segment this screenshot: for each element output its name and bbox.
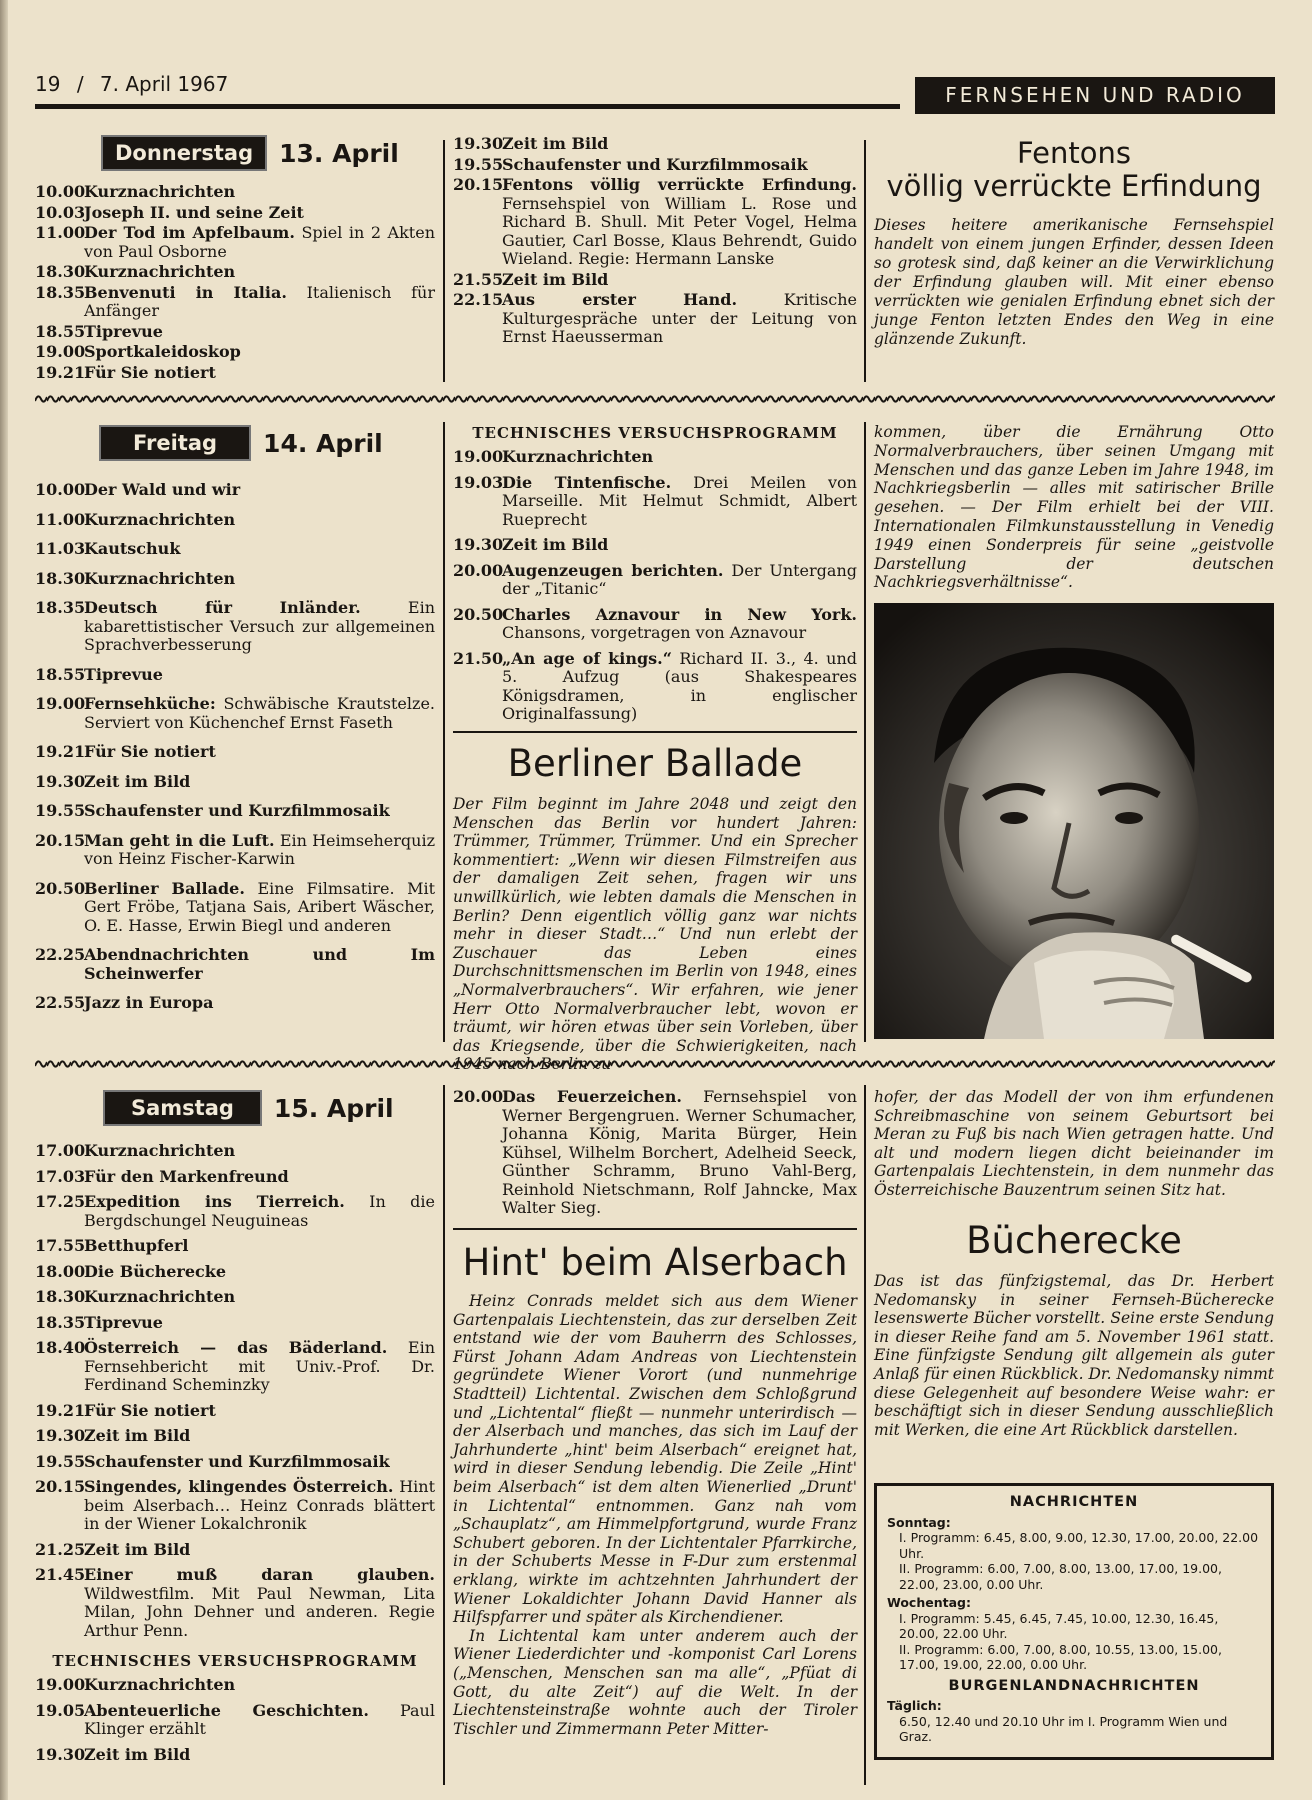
program-title: „An age of kings.“ xyxy=(502,648,672,668)
saturday-tech-program-list xyxy=(35,1676,435,1764)
program-entry xyxy=(35,364,435,383)
section-title: FERNSEHEN UND RADIO xyxy=(915,77,1275,114)
program-entry xyxy=(35,743,435,762)
program-title: Kurznachrichten xyxy=(84,568,236,588)
program-body xyxy=(502,650,857,724)
program-entry xyxy=(35,832,435,869)
program-body xyxy=(84,323,435,342)
program-time: 22.15 xyxy=(453,290,504,309)
news-sunday-label: Sonntag: xyxy=(887,1514,951,1530)
thursday-program-list xyxy=(35,183,435,382)
program-title: Man geht in die Luft. xyxy=(84,830,275,850)
program-description: Der Untergang der „Titanic“ xyxy=(502,560,858,598)
program-time: 20.15 xyxy=(35,830,86,850)
program-time: 19.55 xyxy=(453,154,504,174)
program-entry xyxy=(35,263,435,282)
program-entry xyxy=(35,204,435,223)
day-date: 15. April xyxy=(273,1093,394,1123)
program-title: Benvenuti in Italia. xyxy=(84,282,287,302)
hint-paragraph-2: In Lichtental kam unter anderem auch der Wiener Liederdichter und -komponist Carl Lorens („Menschen, Menschen san ma alle“, „Pfüat di Gott, du alte Zeit“) auf die Welt. In der Liechtensteinstraße wohnte auch der Tiroler Tischler und Zimmermann Peter Mitter- xyxy=(453,1626,857,1738)
program-entry xyxy=(453,176,857,269)
program-body xyxy=(84,1193,435,1230)
column-rule xyxy=(864,140,866,382)
tech-program-heading: TECHNISCHES VERSUCHSPROGRAMM xyxy=(472,424,838,442)
program-entry xyxy=(453,606,857,643)
hint-headline: Hint' beim Alserbach xyxy=(462,1240,848,1284)
program-description: Paul Klinger erzählt xyxy=(84,1700,435,1738)
fentons-headline-2: völlig verrückte Erfindung xyxy=(886,169,1262,204)
program-body xyxy=(84,880,435,936)
program-title: Der Wald und wir xyxy=(84,480,241,499)
program-title: Die Tintenfische. xyxy=(502,472,672,492)
program-title: Zeit im Bild xyxy=(84,1539,191,1559)
program-body xyxy=(84,224,435,261)
program-title: Zeit im Bild xyxy=(84,1426,191,1445)
program-time: 17.55 xyxy=(35,1236,86,1255)
program-entry xyxy=(35,880,435,936)
program-body xyxy=(502,271,857,290)
program-title: Einer muß daran glauben. xyxy=(84,1565,435,1584)
program-time: 18.30 xyxy=(35,568,86,588)
program-title: Kautschuk xyxy=(84,539,181,558)
program-title: Tiprevue xyxy=(84,321,163,341)
issue-date: 7. April 1967 xyxy=(99,72,229,96)
program-entry xyxy=(35,1142,435,1161)
day-date: 13. April xyxy=(279,138,399,168)
program-body xyxy=(84,1566,435,1640)
program-body xyxy=(84,1676,435,1695)
saturday-column xyxy=(35,1092,435,1771)
program-entry xyxy=(35,1478,435,1534)
fentons-headline-1: Fentons xyxy=(1017,136,1131,170)
program-entry xyxy=(35,802,435,821)
program-time: 19.30 xyxy=(453,535,504,554)
news-sunday-line-1: I. Programm: 6.45, 8.00, 9.00, 12.30, 17.00, 20.00, 22.00 Uhr. xyxy=(899,1530,1259,1561)
program-entry xyxy=(453,536,857,555)
portrait-photo xyxy=(874,603,1274,1039)
program-title: Für den Markenfreund xyxy=(84,1166,289,1186)
program-entry xyxy=(35,343,435,362)
friday-column xyxy=(35,427,435,1024)
program-time: 18.55 xyxy=(35,664,86,684)
program-title: Betthupferl xyxy=(84,1236,189,1255)
program-description: Ein kabarettistischer Versuch zur allgemeinen Sprachverbesserung xyxy=(84,598,435,654)
program-title: Joseph II. und seine Zeit xyxy=(84,202,304,222)
program-time: 18.00 xyxy=(35,1261,86,1281)
program-description: Wildwestfilm. Mit Paul Newman, Lita Milan, John Dehner und anderen. Regie Arthur Penn. xyxy=(84,1583,435,1640)
program-entry xyxy=(35,1193,435,1230)
program-body xyxy=(84,284,435,321)
program-title: Berliner Ballade. xyxy=(84,878,245,898)
thursday-day-header xyxy=(103,137,435,169)
column-rule xyxy=(443,422,445,1042)
program-body xyxy=(84,263,435,282)
program-time: 18.30 xyxy=(35,1287,86,1306)
program-body xyxy=(84,570,435,589)
program-title: Kurznachrichten xyxy=(84,1287,236,1306)
program-time: 20.00 xyxy=(453,560,504,580)
program-entry xyxy=(35,1427,435,1446)
news-weekday-line-1: I. Programm: 5.45, 6.45, 7.45, 10.00, 12.30, 16.45, 20.00, 22.00 Uhr. xyxy=(899,1610,1219,1641)
wave-divider-1 xyxy=(35,392,1275,406)
program-time: 11.00 xyxy=(35,509,86,529)
program-description: Italienisch für Anfänger xyxy=(84,282,435,320)
program-description: Drei Meilen von Marseille. Mit Helmut Schmidt, Albert Rueprecht xyxy=(502,472,857,529)
program-body xyxy=(84,1427,435,1446)
program-body xyxy=(84,343,435,362)
program-title: Singendes, klingendes Österreich. xyxy=(84,1477,394,1496)
program-body xyxy=(502,536,857,555)
program-title: Zeit im Bild xyxy=(502,535,609,554)
program-body xyxy=(84,695,435,732)
program-body xyxy=(502,291,857,347)
page-header-left xyxy=(35,72,228,96)
program-time: 21.50 xyxy=(453,648,504,668)
saturday-mid-column xyxy=(453,1088,857,1738)
program-time: 22.55 xyxy=(35,993,86,1012)
day-date: 14. April xyxy=(263,428,383,458)
hint-paragraph-1: Heinz Conrads meldet sich aus dem Wiener Gartenpalais Liechtenstein, das zur derselben Zeit entstand wie der vom Bauherrn des Schlosses, Fürst Johann Adam Andreas von Liechtenstein gegründete Wiener Vorort (und nunmehrige Stadtteil) Lichtental. Zwischen dem Schloßgrund und „Lichtental“ fließt — nunmehr unterirdisch — der Alserbach und manches, das sich im Lauf der Jahrhunderte „hint' beim Alserbach“ ereignet hat, wird in dieser Sendung lebendig. Die Zeile „Hint' beim Alserbach“ ist dem alten Wienerlied „Drunt' in Lichtental“ entnommen. Ganz nah vom „Schauplatz“, am Himmelpfortgrund, wurde Franz Schubert geboren. In der Lichtentaler Pfarrkirche, in der Schuberts Messe in F-Dur zum erstenmal erklang, wirkte im achtzehnten Jahrhundert der Wiener Lokaldichter Johann David Hanner als Hilfspfarrer und später als Kirchendiener. xyxy=(453,1292,857,1627)
berliner-article-cont xyxy=(874,423,1274,592)
berliner-text-cont: kommen, über die Ernährung Otto Normalverbrauchers, über seinen Umgang mit Menschen und das ganze Leben im Jahre 1948, im Nachkriegsberlin — alles mit satirischer Brille gesehen. — Der Film erhielt bei der VIII. Internationalen Filmkunstausstellung in Venedig 1949 einen Sonderpreis für seine „geistvolle Darstellung der deutschen Nachkriegsverhältnisse“. xyxy=(874,423,1274,592)
program-description: In die Bergdschungel Neuguineas xyxy=(84,1192,435,1230)
section-rule xyxy=(453,731,857,733)
program-time: 20.50 xyxy=(453,604,504,624)
program-time: 19.00 xyxy=(453,447,504,466)
program-body xyxy=(84,1314,435,1333)
program-body xyxy=(84,511,435,530)
program-title: Das Feuerzeichen. xyxy=(502,1087,682,1106)
program-description: Eine Filmsatire. Mit Gert Fröbe, Tatjana Sais, Aribert Wäscher, O. E. Hasse, Erwin Biegl und anderen xyxy=(84,878,435,935)
program-title: Für Sie notiert xyxy=(84,362,216,382)
program-body xyxy=(84,183,435,202)
program-entry xyxy=(453,271,857,290)
program-title: Kurznachrichten xyxy=(84,262,236,281)
program-time: 11.03 xyxy=(35,539,86,558)
program-title: Schaufenster und Kurzfilmmosaik xyxy=(502,154,808,174)
program-entry xyxy=(35,1402,435,1421)
program-time: 10.00 xyxy=(35,182,86,201)
program-description: Kritische Kulturgespräche unter der Leitung von Ernst Haeusserman xyxy=(502,290,858,346)
program-title: Deutsch für Inländer. xyxy=(84,598,361,617)
program-body xyxy=(502,448,857,467)
program-title: Jazz in Europa xyxy=(84,993,214,1012)
program-body xyxy=(84,1142,435,1161)
program-body xyxy=(84,743,435,762)
program-body xyxy=(84,802,435,821)
program-body xyxy=(84,599,435,655)
program-time: 19.21 xyxy=(35,742,86,761)
program-entry xyxy=(35,1676,435,1695)
program-title: Augenzeugen berichten. xyxy=(502,560,724,580)
news-daily-line: 6.50, 12.40 und 20.10 Uhr im I. Programm Wien und Graz. xyxy=(899,1713,1228,1744)
program-time: 19.30 xyxy=(35,1744,86,1764)
program-title: Schaufenster und Kurzfilmmosaik xyxy=(84,801,390,820)
program-time: 21.55 xyxy=(453,269,504,289)
news-weekday-line-2: II. Programm: 6.00, 7.00, 8.00, 10.55, 13.00, 15.00, 17.00, 19.00, 22.00, 0.00 Uhr. xyxy=(899,1641,1222,1672)
news-weekday-label: Wochentag: xyxy=(887,1595,971,1610)
saturday-program-list-mid xyxy=(453,1088,857,1218)
program-time: 19.21 xyxy=(35,362,86,382)
day-label: Freitag xyxy=(101,427,249,459)
program-title: Der Tod im Apfelbaum. xyxy=(84,223,295,242)
berliner-headline: Berliner Ballade xyxy=(507,741,803,785)
program-title: Zeit im Bild xyxy=(502,134,609,153)
program-time: 19.00 xyxy=(35,694,86,713)
thursday-column-cont xyxy=(453,135,857,349)
program-body xyxy=(84,204,435,223)
program-body xyxy=(84,364,435,383)
program-time: 19.30 xyxy=(35,1426,86,1445)
program-body xyxy=(502,156,857,175)
program-body xyxy=(502,606,857,643)
program-body xyxy=(84,1263,435,1282)
program-body xyxy=(84,946,435,983)
hint-text xyxy=(453,1292,857,1738)
thursday-program-list-cont xyxy=(453,135,857,347)
program-time: 18.55 xyxy=(35,321,86,341)
tech-program-heading: TECHNISCHES VERSUCHSPROGRAMM xyxy=(52,1652,418,1670)
program-title: Die Bücherecke xyxy=(84,1261,227,1281)
program-body xyxy=(84,481,435,500)
program-description: Ein Fernsehbericht mit Univ.-Prof. Dr. Ferdinand Scheminzky xyxy=(84,1338,435,1394)
program-title: Für Sie notiert xyxy=(84,742,216,761)
program-entry xyxy=(453,156,857,175)
program-description: Ein Heimseherquiz von Heinz Fischer-Karwin xyxy=(84,830,436,868)
program-time: 22.25 xyxy=(35,945,86,964)
buecher-text: Das ist das fünfzigstemal, das Dr. Herbert Nedomansky in seiner Fernseh-Bücherecke lesenswerte Bücher vorstellt. Seine erste Sendung in dieser Reihe fand am 5. November 1961 statt. Eine fünfzigste Sendung gilt allgemein als guter Anlaß für einen Rückblick. Dr. Nedomansky nimmt diese Gelegenheit auf besondere Weise wahr: er beschäftigt sich in dieser Sendung ausschließlich mit Werken, die eine Art Rückblick darstellen. xyxy=(874,1272,1274,1439)
section-rule xyxy=(453,1228,857,1230)
program-title: Aus erster Hand. xyxy=(502,290,738,309)
header-rule xyxy=(35,104,900,109)
program-body xyxy=(84,666,435,685)
program-time: 10.00 xyxy=(35,480,86,499)
program-body xyxy=(84,1168,435,1187)
program-time: 21.45 xyxy=(35,1565,86,1584)
program-title: Kurznachrichten xyxy=(84,182,236,201)
program-body xyxy=(84,773,435,792)
column-rule xyxy=(864,1085,866,1785)
column-rule xyxy=(864,422,866,1042)
program-entry xyxy=(453,448,857,467)
program-time: 20.00 xyxy=(453,1087,504,1106)
program-time: 20.15 xyxy=(453,175,504,194)
program-entry xyxy=(453,474,857,530)
berliner-text: Der Film beginnt im Jahre 2048 und zeigt den Menschen das Berlin vor hundert Jahren: Trümmer, Trümmer, Trümmer. Und ein Sprecher kommentiert: „Wenn wir diesen Filmstreifen aus der damaligen Zeit sehen, fragen wir uns unwillkürlich, wie lebten damals die Menschen in Berlin? Denn eigentlich völlig ganz war nichts mehr in dieser Stadt…“ Und nun erlebt der Zuschauer das Leben eines Durchschnittsmenschen im Berlin von 1948, eines „Normalverbrauchers“. Wir erfahren, wie jener Herr Otto Normalverbraucher lebt, wovon er träumt, wir hören etwas über sein Vorleben, über das Kriegsende, über die Schwierigkeiten, nach 1945 nach Berlin zu xyxy=(453,795,857,1074)
program-time: 19.55 xyxy=(35,1451,86,1471)
program-entry xyxy=(453,1088,857,1218)
program-time: 10.03 xyxy=(35,202,86,222)
program-time: 19.03 xyxy=(453,472,504,492)
program-title: Schaufenster und Kurzfilmmosaik xyxy=(84,1451,390,1471)
program-time: 21.25 xyxy=(35,1539,86,1559)
program-body xyxy=(84,832,435,869)
program-entry xyxy=(35,284,435,321)
program-entry xyxy=(453,650,857,724)
program-time: 18.35 xyxy=(35,1312,86,1332)
program-description: Schwäbische Krautstelze. Serviert von Küchenchef Ernst Faseth xyxy=(84,694,435,732)
program-entry xyxy=(35,323,435,342)
program-entry xyxy=(35,1541,435,1560)
program-body xyxy=(84,1237,435,1256)
portrait-illustration xyxy=(874,603,1274,1039)
program-title: Österreich — das Bäderland. xyxy=(84,1338,388,1357)
program-body xyxy=(84,1453,435,1472)
page-spine xyxy=(0,0,8,1800)
program-title: Fentons völlig verrückte Erfindung. xyxy=(502,175,857,194)
program-title: Sportkaleidoskop xyxy=(84,342,241,361)
program-body xyxy=(84,1746,435,1765)
news-box xyxy=(874,1483,1274,1760)
program-time: 19.30 xyxy=(35,771,86,791)
hint-text-cont: hofer, der das Modell der von ihm erfundenen Schreibmaschine von seinem Geburtsort bei Meran zu Fuß bis nach Wien getragen hatte. Und alt und modern liegen dicht beieinander im Gartenpalais Liechtenstein, in dem nunmehr das Österreichische Bauzentrum seinen Sitz hat. xyxy=(874,1088,1274,1199)
news-sunday-line-2: II. Programm: 6.00, 7.00, 8.00, 13.00, 17.00, 19.00, 22.00, 23.00, 0.00 Uhr. xyxy=(899,1561,1222,1592)
header-separator: / xyxy=(76,72,84,96)
program-description: Spiel in 2 Akten von Paul Osborne xyxy=(84,223,436,261)
program-time: 20.50 xyxy=(35,878,86,898)
program-title: Kurznachrichten xyxy=(84,1141,236,1160)
column-rule xyxy=(443,140,445,382)
program-entry xyxy=(453,135,857,154)
friday-tech-column xyxy=(453,420,857,1074)
thursday-column xyxy=(35,137,435,384)
day-label: Donnerstag xyxy=(103,137,265,169)
program-title: Zeit im Bild xyxy=(502,269,609,289)
program-title: Kurznachrichten xyxy=(84,509,236,529)
news-heading: NACHRICHTEN xyxy=(1009,1494,1139,1510)
program-body xyxy=(84,540,435,559)
program-time: 18.30 xyxy=(35,262,86,281)
program-description: Richard II. 3., 4. und 5. Aufzug (aus Shakespeares Königsdramen, in englischer Originalfassung) xyxy=(502,648,857,723)
program-time: 19.55 xyxy=(35,801,86,820)
program-body xyxy=(502,176,857,269)
program-entry xyxy=(35,540,435,559)
program-entry xyxy=(35,1314,435,1333)
program-entry xyxy=(35,1263,435,1282)
program-entry xyxy=(35,1339,435,1395)
program-description: Fernsehspiel von William L. Rose und Richard B. Shull. Mit Peter Vogel, Helma Gautier, Carl Bosse, Klaus Behrendt, Guido Wieland. Regie: Hermann Lanske xyxy=(502,193,857,268)
program-entry xyxy=(35,1702,435,1739)
program-title: Kurznachrichten xyxy=(502,447,654,466)
program-title: Abenteuerliche Geschichten. xyxy=(84,1700,369,1720)
program-title: Expedition ins Tierreich. xyxy=(84,1192,345,1211)
program-time: 19.21 xyxy=(35,1400,86,1420)
program-entry xyxy=(453,562,857,599)
friday-tech-program-list xyxy=(453,448,857,724)
news-daily-label: Täglich: xyxy=(887,1698,942,1713)
saturday-day-header xyxy=(105,1092,435,1124)
fentons-text: Dieses heitere amerikanische Fernsehspiel handelt von einem jungen Erfinder, dessen Ideen so grotesk sind, daß keiner an die Verwirklichung der Erfindung glauben will. Mit einer ebenso verrückten wie genialen Erfindung ebnet sich der junge Fenton letzten Endes den Weg in eine glänzende Zukunft. xyxy=(874,215,1274,348)
program-entry xyxy=(35,1566,435,1640)
program-body xyxy=(84,1541,435,1560)
program-entry xyxy=(35,1168,435,1187)
program-entry xyxy=(35,1746,435,1765)
program-body xyxy=(502,562,857,599)
program-body xyxy=(502,474,857,530)
program-entry xyxy=(35,1453,435,1472)
program-time: 18.40 xyxy=(35,1338,86,1357)
program-description: Hint beim Alserbach… Heinz Conrads blättert in der Wiener Lokalchronik xyxy=(84,1477,435,1533)
program-time: 20.15 xyxy=(35,1477,86,1496)
program-time: 19.00 xyxy=(35,1675,86,1694)
program-time: 18.35 xyxy=(35,282,86,302)
program-body xyxy=(502,1088,857,1218)
program-title: Tiprevue xyxy=(84,1312,163,1332)
program-entry xyxy=(35,599,435,655)
program-title: Fernsehküche: xyxy=(84,694,216,713)
program-time: 11.00 xyxy=(35,223,86,242)
program-entry xyxy=(453,291,857,347)
program-time: 17.00 xyxy=(35,1141,86,1160)
program-time: 18.35 xyxy=(35,598,86,617)
program-entry xyxy=(35,570,435,589)
friday-day-header xyxy=(101,427,435,459)
program-time: 19.05 xyxy=(35,1700,86,1720)
program-time: 19.30 xyxy=(453,134,504,153)
program-title: Zeit im Bild xyxy=(84,1744,191,1764)
program-title: Zeit im Bild xyxy=(84,771,191,791)
program-body xyxy=(502,135,857,154)
program-title: Kurznachrichten xyxy=(84,1675,236,1694)
program-body xyxy=(84,994,435,1013)
program-title: Charles Aznavour in New York. xyxy=(502,604,857,624)
program-body xyxy=(84,1288,435,1307)
fentons-article xyxy=(874,137,1274,349)
program-entry xyxy=(35,183,435,202)
program-entry xyxy=(35,511,435,530)
program-time: 19.00 xyxy=(35,342,86,361)
column-rule xyxy=(443,1085,445,1785)
program-entry xyxy=(35,666,435,685)
program-title: Für Sie notiert xyxy=(84,1400,216,1420)
hint-article-cont xyxy=(874,1088,1274,1439)
saturday-program-list xyxy=(35,1142,435,1640)
program-entry xyxy=(35,1237,435,1256)
program-entry xyxy=(35,994,435,1013)
program-description: Chansons, vorgetragen von Aznavour xyxy=(502,623,807,642)
program-body xyxy=(84,1402,435,1421)
program-time: 17.03 xyxy=(35,1166,86,1186)
buecher-headline: Bücherecke xyxy=(966,1218,1182,1262)
program-entry xyxy=(35,1288,435,1307)
friday-program-list xyxy=(35,481,435,1013)
day-label: Samstag xyxy=(105,1092,260,1124)
program-entry xyxy=(35,481,435,500)
program-body xyxy=(84,1702,435,1739)
program-time: 17.25 xyxy=(35,1192,86,1211)
program-entry xyxy=(35,946,435,983)
page-number: 19 xyxy=(35,72,61,96)
program-entry xyxy=(35,224,435,261)
program-entry xyxy=(35,773,435,792)
program-title: Tiprevue xyxy=(84,664,163,684)
program-body xyxy=(84,1339,435,1395)
program-entry xyxy=(35,695,435,732)
burgenland-heading: BURGENLANDNACHRICHTEN xyxy=(948,1677,1200,1694)
program-description: Fernsehspiel von Werner Bergengruen. Werner Schumacher, Johanna König, Marita Bürger, Hein Kühsel, Wilhelm Borchert, Adelheid Seeck, Günther Schramm, Bruno Vahl-Berg, Reinhold Nietschmann, Rolf Jahncke, Max Walter Sieg. xyxy=(502,1087,858,1217)
program-body xyxy=(84,1478,435,1534)
program-title: Abendnachrichten und Im Scheinwerfer xyxy=(84,945,435,983)
